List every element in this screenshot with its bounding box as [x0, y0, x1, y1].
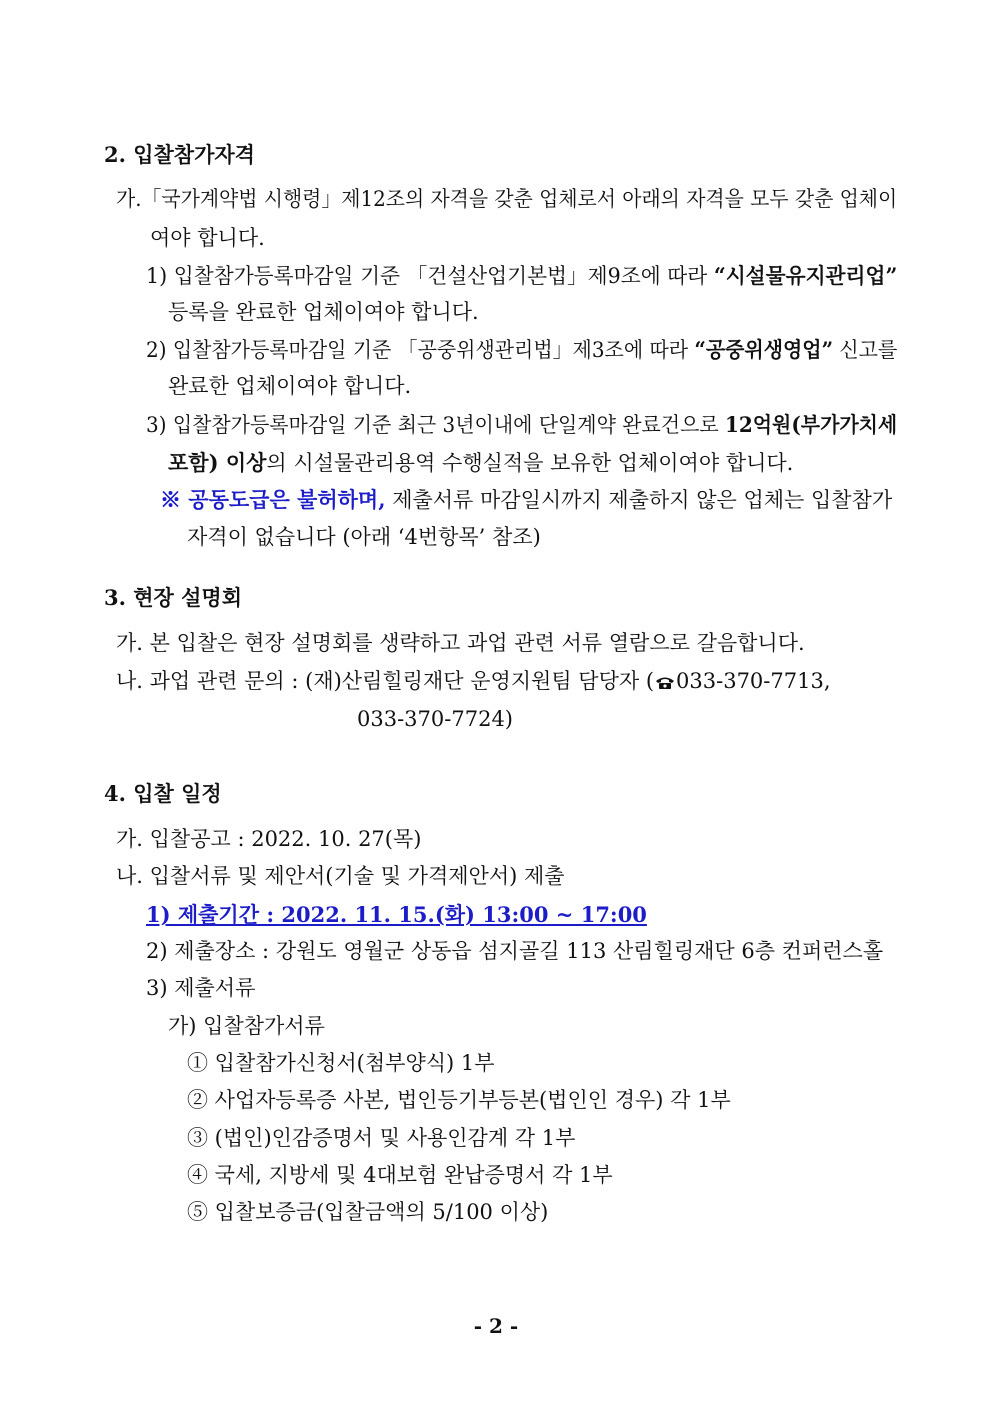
s2-item2-line2: 완료한 업체이여야 합니다.: [168, 374, 412, 398]
s2-item3-text: 3) 입찰참가등록마감일 기준 최근 3년이내에 단일계약 완료건으로: [146, 413, 725, 437]
doc-list-item: ① 입찰참가신청서(첨부양식) 1부: [187, 1051, 495, 1075]
doc-list-item: ④ 국세, 지방세 및 4대보험 완납증명서 각 1부: [187, 1163, 613, 1187]
s2-item2-highlight: “공중위생영업”: [694, 337, 834, 362]
s2-item1-line1: [146, 265, 897, 287]
s2-item3-highlight: 12억원(부가가치세: [724, 412, 898, 437]
s4-na: 나. 입찰서류 및 제안서(기술 및 가격제안서) 제출: [116, 864, 565, 888]
s3-phone-2: 033-370-7724): [357, 707, 513, 731]
s2-note-text: 제출서류 마감일시까지 제출하지 않은 업체는 입찰참가: [385, 488, 893, 512]
section-4-title: 4. 입찰 일정: [104, 781, 222, 806]
phone-icon: [654, 675, 676, 689]
s2-note-emphasis: ※ 공동도급은 불허하며,: [160, 487, 386, 512]
s3-phone-1: 033-370-7713,: [676, 669, 831, 693]
s2-note-line1: [160, 489, 892, 511]
s2-item2-text: 2) 입찰참가등록마감일 기준 「공중위생관리법」제3조에 따라: [146, 338, 695, 362]
s3-ga: 가. 본 입찰은 현장 설명회를 생략하고 과업 관련 서류 열람으로 갈음합니다.: [116, 631, 805, 655]
s2-item2-line1: [146, 339, 897, 361]
s3-na-line1: [116, 671, 831, 692]
s3-na-text: 나. 과업 관련 문의 : (재)산림힐링재단 운영지원팀 담당자 (: [116, 669, 655, 693]
doc-list-item: ③ (법인)인감증명서 및 사용인감계 각 1부: [187, 1126, 576, 1150]
section-2-title: 2. 입찰참가자격: [104, 142, 255, 167]
s2-item3-line2: [168, 452, 793, 474]
s4-submission-docs: 3) 제출서류: [146, 976, 256, 1000]
s2-ga-line2: 여야 합니다.: [150, 226, 265, 250]
s2-item3-highlight2: 포함) 이상: [168, 450, 267, 475]
s4-ga: 가. 입찰공고 : 2022. 10. 27(목): [116, 827, 422, 851]
doc-list-item: ⑤ 입찰보증금(입찰금액의 5/100 이상): [187, 1200, 549, 1224]
s4-submission-period: 1) 제출기간 : 2022. 11. 15.(화) 13:00 ~ 17:00: [146, 902, 647, 927]
s2-ga-line1: 가.「국가계약법 시행령」제12조의 자격을 갖춘 업체로서 아래의 자격을 모두 갖춘 업체이: [116, 187, 898, 211]
s2-item2-tail: 신고를: [833, 338, 898, 362]
section-3-title: 3. 현장 설명회: [104, 585, 242, 610]
s2-item1-line2: 등록을 완료한 업체이여야 합니다.: [168, 300, 479, 324]
s2-item1-highlight: “시설물유지관리업”: [713, 263, 898, 288]
s2-item3-line1: [146, 414, 897, 436]
doc-list-item: ② 사업자등록증 사본, 법인등기부등본(법인인 경우) 각 1부: [187, 1088, 731, 1112]
s4-submission-place: 2) 제출장소 : 강원도 영월군 상동읍 섬지골길 113 산림힐링재단 6층 컨퍼런스홀: [146, 939, 884, 963]
page-number: - 2 -: [473, 1314, 519, 1338]
s4-docs-subheading: 가) 입찰참가서류: [168, 1014, 325, 1038]
s2-item3-tail: 의 시설물관리용역 수행실적을 보유한 업체이여야 합니다.: [266, 451, 794, 475]
s2-note-line2: 자격이 없습니다 (아래 ‘4번항목’ 참조): [187, 525, 541, 549]
s2-item1-text: 1) 입찰참가등록마감일 기준 「건설산업기본법」제9조에 따라: [146, 264, 714, 288]
